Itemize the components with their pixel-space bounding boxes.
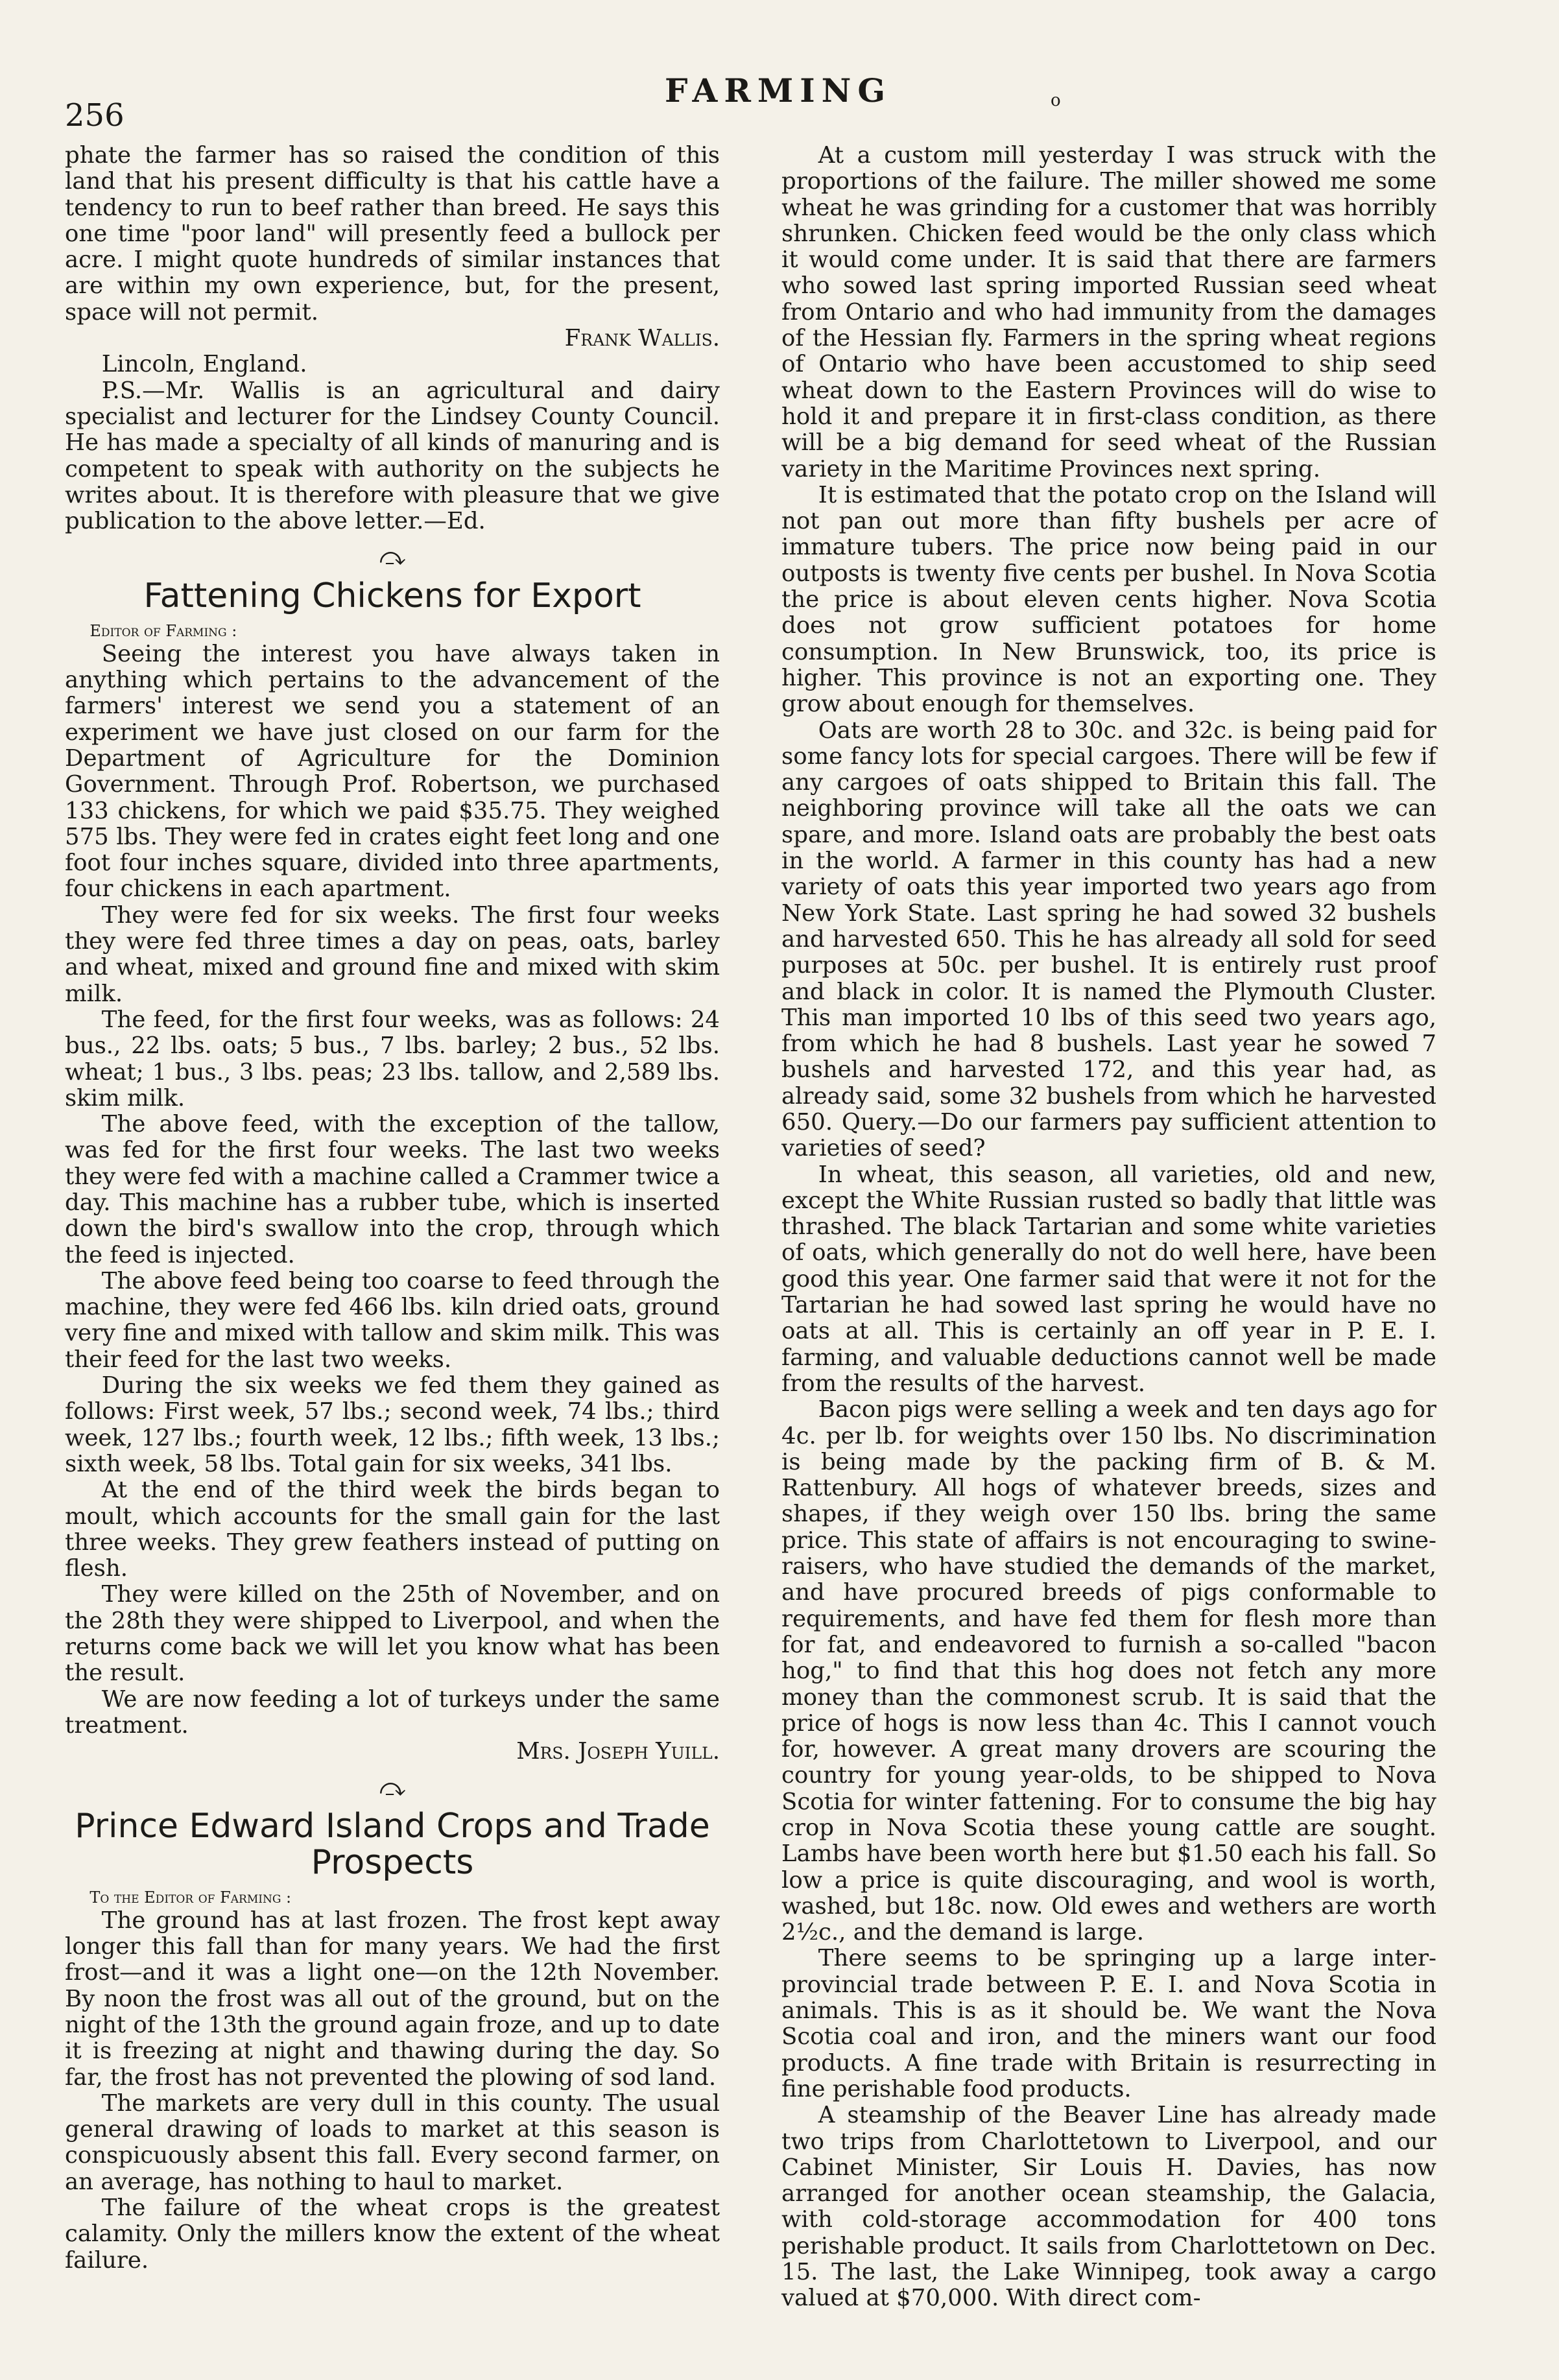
- signature: Frank Wallis.: [564, 325, 720, 352]
- signature: Mrs. Joseph Yuill.: [516, 1738, 720, 1765]
- paragraph: It is estimated that the potato crop on the Island will not pan out more than fifty bushels per acre of immature tubers. The price now being paid in our outposts is twenty five cents per bushel. In Nova Scotia the price is about eleven cents higher. Nova Scotia does not grow sufficient potatoes for home consumption. In New Brunswick, too, its price is higher. This province is not an exporting one. They grow about enough for themselves.: [781, 481, 1436, 718]
- header-mark: o: [1051, 91, 1061, 110]
- paragraph: Bacon pigs were selling a week and ten days ago for 4c. per lb. for weights over 150 lbs. No discrimination is being made by the packing firm of B. & M. Rattenbury. All hogs of whatever breeds, sizes and shapes, if they weigh over 150 lbs. bring the same price. This state of affairs is not encouraging to swine-raisers, who have studied the demands of the market, and have procured breeds of pigs conformable to requirements, and have fed them for flesh more than for fat, and endeavored to furnish a so-called "bacon hog," to find that this hog does not fetch any more money than the commonest scrub. It is said that the price of hogs is now less than 4c. This I cannot vouch for, however. A great many drovers are scouring the country for young year-olds, to be shipped to Nova Scotia for winter fattening. For to consume the big hay crop in Nova Scotia these young cattle are sought. Lambs have been worth here but $1.50 each his fall. So low a price is quite discouraging, and wool is worth, washed, but 18c. now. Old ewes and wethers are worth 2½c., and the demand is large.: [781, 1396, 1436, 1946]
- paragraph: The feed, for the first four weeks, was as follows: 24 bus., 22 lbs. oats; 5 bus., 7 lbs. barley; 2 bus., 52 lbs. wheat; 1 bus., 3 lbs. peas; 23 lbs. tallow, and 2,589 lbs. skim milk.: [65, 1006, 720, 1112]
- running-title: FARMING: [664, 71, 892, 110]
- right-column: [781, 143, 1436, 2312]
- paragraph: At a custom mill yesterday I was struck with the proportions of the failure. The miller showed me some wheat he was grinding for a customer that was horribly shrunken. Chicken feed would be the only class which it would come under. It is said that there are farmers who sowed last spring imported Russian seed wheat from Ontario and who had immunity from the damages of the Hessian fly. Farmers in the spring wheat regions of Ontario who have been accustomed to ship seed wheat down to the Eastern Provinces will do wise to hold it and prepare it in first-class condition, as there will be a big demand for seed wheat of the Russian variety in the Maritime Provinces next spring.: [781, 142, 1436, 482]
- paragraph: At the end of the third week the birds began to moult, which accounts for the small gain for the last three weeks. They grew feathers instead of putting on flesh.: [65, 1477, 720, 1582]
- left-column: [65, 143, 720, 2274]
- postscript: P.S.—Mr. Wallis is an agricultural and dairy specialist and lecturer for the Lindsey County Council. He has made a specialty of all kinds of manuring and is competent to speak with authority on the subjects he writes about. It is therefore with pleasure that we give publication to the above letter.—Ed.: [65, 377, 720, 535]
- article-heading: Fattening Chickens for Export: [143, 576, 641, 615]
- paragraph: They were killed on the 25th of November, and on the 28th they were shipped to Liverpool, and when the returns come back we will let you know what has been the result.: [65, 1581, 720, 1687]
- paragraph: The ground has at last frozen. The frost kept away longer this fall than for many years. We had the first frost—and it was a light one—on the 12th November. By noon the frost was all out of the ground, but on the night of the 13th the ground again froze, and up to date it is freezing at night and thawing during the day. So far, the frost has not prevented the plowing of sod land.: [65, 1907, 720, 2091]
- paragraph: The above feed being too coarse to feed through the machine, they were fed 466 lbs. kiln dried oats, ground very fine and mixed with tallow and skim milk. This was their feed for the last two weeks.: [65, 1267, 720, 1373]
- dateline: Lincoln, England.: [101, 351, 307, 378]
- ornament-icon: ⤼: [379, 542, 406, 571]
- paragraph: We are now feeding a lot of turkeys under the same treatment.: [65, 1685, 720, 1739]
- paragraph: There seems to be springing up a large inter-provincial trade between P. E. I. and Nova Scotia in animals. This is as it should be. We want the Nova Scotia coal and iron, and the miners want our food products. A fine trade with Britain is resurrecting in fine perishable food products.: [781, 1945, 1436, 2102]
- page-number: 256: [65, 97, 125, 134]
- paragraph: The markets are very dull in this county. The usual general drawing of loads to market at this season is conspicuously absent this fall. Every second farmer, on an average, has nothing to haul to market.: [65, 2089, 720, 2195]
- paragraph: Oats are worth 28 to 30c. and 32c. is being paid for some fancy lots for special cargoes. There will be few if any cargoes of oats shipped to Britain this fall. The neighboring province will take all the oats we can spare, and more. Island oats are probably the best oats in the world. A farmer in this county has had a new variety of oats this year imported two years ago from New York State. Last spring he had sowed 32 bushels and harvested 650. This he has already all sold for seed purposes at 50c. per bushel. It is entirely rust proof and black in color. It is named the Plymouth Cluster. This man imported 10 lbs of this seed two years ago, from which he had 8 bushels. Last year he sowed 7 bushels and harvested 172, and this year had, as already said, some 32 bushels from which he harvested 650. Query.—Do our farmers pay sufficient attention to varieties of seed?: [781, 717, 1436, 1162]
- article-heading: Prince Edward Island Crops and Trade Prospects: [75, 1806, 710, 1882]
- salutation: Editor of Farming :: [89, 621, 237, 640]
- salutation: To the Editor of Farming :: [89, 1888, 292, 1907]
- ornament-icon: ⤼: [379, 1772, 406, 1802]
- page-header: [65, 71, 1492, 134]
- paragraph: phate the farmer has so raised the condition of this land that his present difficulty is that his cattle have a tendency to run to beef rather than breed. He says this one time "poor land" will presently feed a bullock per acre. I might quote hundreds of similar instances that are within my own experience, but, for the present, space will not permit.: [65, 142, 720, 326]
- paragraph: During the six weeks we fed them they gained as follows: First week, 57 lbs.; second week, 74 lbs.; third week, 127 lbs.; fourth week, 12 lbs.; fifth week, 13 lbs.; sixth week, 58 lbs. Total gain for six weeks, 341 lbs.: [65, 1372, 720, 1477]
- paragraph: The above feed, with the exception of the tallow, was fed for the first four weeks. The last two weeks they were fed with a machine called a Crammer twice a day. This machine has a rubber tube, which is inserted down the bird's swallow into the crop, through which the feed is injected.: [65, 1111, 720, 1268]
- paragraph: They were fed for six weeks. The first four weeks they were fed three times a day on peas, oats, barley and wheat, mixed and ground fine and mixed with skim milk.: [65, 901, 720, 1007]
- paragraph: The failure of the wheat crops is the greatest calamity. Only the millers know the extent of the wheat failure.: [65, 2195, 720, 2274]
- paragraph: Seeing the interest you have always taken in anything which pertains to the advancement of the farmers' interest we send you a statement of an experiment we have just closed on our farm for the Department of Agriculture for the Dominion Government. Through Prof. Robertson, we purchased 133 chickens, for which we paid $35.75. They weighed 575 lbs. They were fed in crates eight feet long and one foot four inches square, divided into three apartments, four chickens in each apartment.: [65, 640, 720, 903]
- paragraph: In wheat, this season, all varieties, old and new, except the White Russian rusted so badly that little was thrashed. The black Tartarian and some white varieties of oats, which generally do not do well here, have been good this year. One farmer said that were it not for the Tartarian he had sowed last spring he would have no oats at all. This is certainly an off year in P. E. I. farming, and valuable deductions cannot well be made from the results of the harvest.: [781, 1161, 1436, 1397]
- paragraph: A steamship of the Beaver Line has already made two trips from Charlottetown to Liverpool, and our Cabinet Minister, Sir Louis H. Davies, has now arranged for another ocean steamship, the Galacia, with cold-storage accommodation for 400 tons perishable product. It sails from Charlottetown on Dec. 15. The last, the Lake Winnipeg, took away a cargo valued at $70,000. With direct com-: [781, 2102, 1436, 2312]
